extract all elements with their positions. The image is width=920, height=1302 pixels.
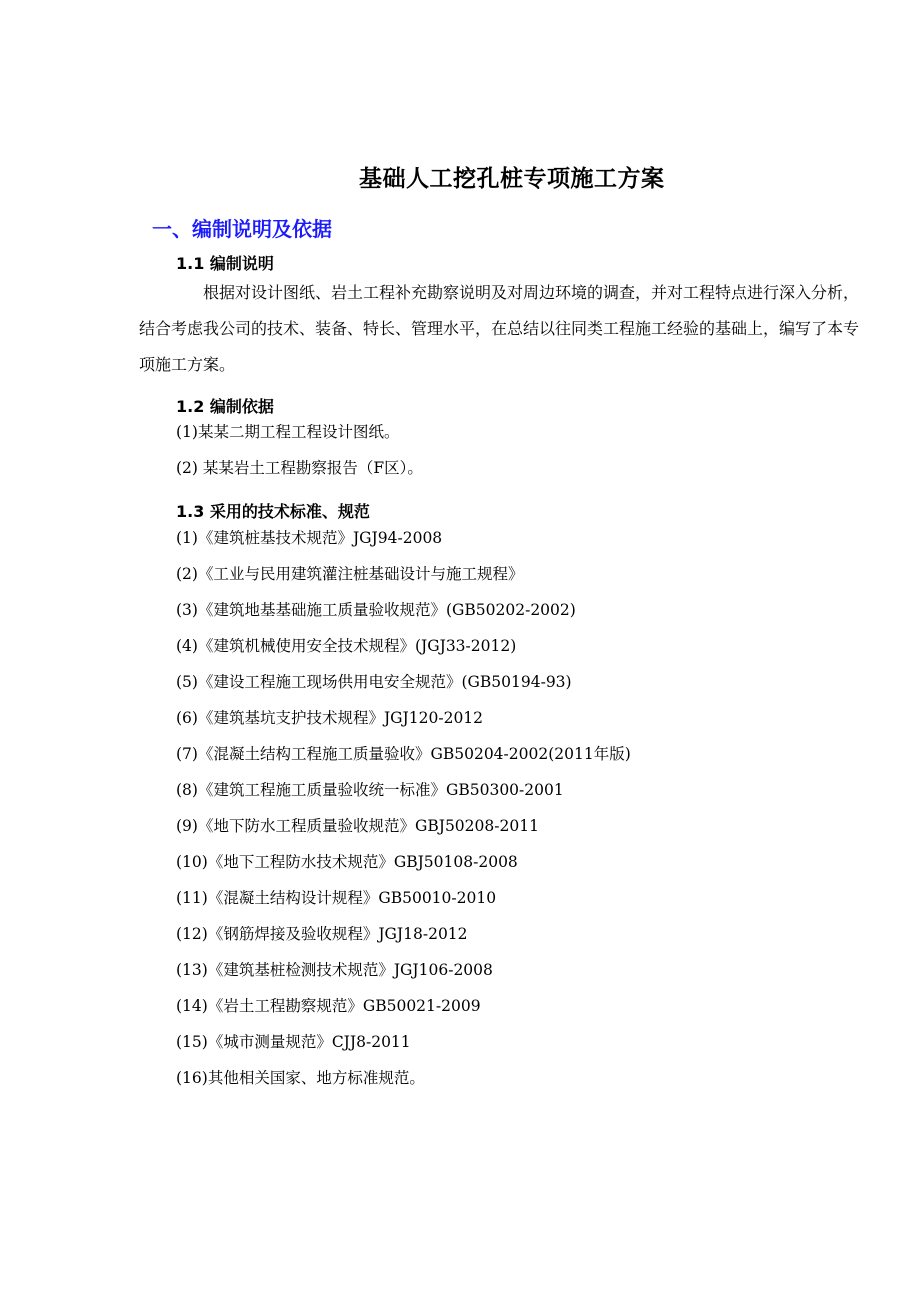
basis-item: (2) 某某岩土工程勘察报告（F区）。 [176, 459, 423, 477]
standard-item: (4)《建筑机械使用安全技术规程》(JGJ33-2012) [176, 637, 517, 655]
document-title: 基础人工挖孔桩专项施工方案 [359, 166, 665, 192]
standard-item: (1)《建筑桩基技术规范》JGJ94-2008 [176, 529, 443, 547]
standard-item: (16)其他相关国家、地方标准规范。 [176, 1069, 425, 1087]
section-heading-1: 一、编制说明及依据 [152, 217, 332, 241]
standard-item: (12)《钢筋焊接及验收规程》JGJ18-2012 [176, 925, 468, 943]
standard-item: (13)《建筑基桩检测技术规范》JGJ106-2008 [176, 961, 493, 979]
standard-item: (6)《建筑基坑支护技术规程》JGJ120-2012 [176, 709, 484, 727]
standard-item: (8)《建筑工程施工质量验收统一标准》GB50300-2001 [176, 781, 564, 799]
standard-item: (5)《建设工程施工现场供用电安全规范》(GB50194-93) [176, 673, 572, 691]
standard-item: (10)《地下工程防水技术规范》GBJ50108-2008 [176, 853, 518, 871]
standard-item: (15)《城市测量规范》CJJ8-2011 [176, 1033, 411, 1051]
standard-item: (3)《建筑地基基础施工质量验收规范》(GB50202-2002) [176, 601, 576, 619]
standard-item: (2)《工业与民用建筑灌注桩基础设计与施工规程》 [176, 565, 524, 583]
subsection-heading-1-1: 1.1 编制说明 [176, 254, 274, 273]
standard-item: (9)《地下防水工程质量验收规范》GBJ50208-2011 [176, 817, 539, 835]
subsection-heading-1-2: 1.2 编制依据 [176, 397, 274, 416]
paragraph-1-1: 根据对设计图纸、岩土工程补充勘察说明及对周边环境的调查，并对工程特点进行深入分析，结合考虑我公司的技术、装备、特长、管理水平，在总结以往同类工程施工经验的基础上，编写了本专项施工方案。 [139, 283, 860, 374]
subsection-heading-1-3: 1.3 采用的技术标准、规范 [176, 502, 370, 521]
standard-item: (11)《混凝土结构设计规程》GB50010-2010 [176, 889, 497, 907]
standard-item: (14)《岩土工程勘察规范》GB50021-2009 [176, 997, 481, 1015]
basis-item: (1)某某二期工程工程设计图纸。 [176, 423, 400, 441]
standard-item: (7)《混凝土结构工程施工质量验收》GB50204-2002(2011年版) [176, 745, 631, 763]
